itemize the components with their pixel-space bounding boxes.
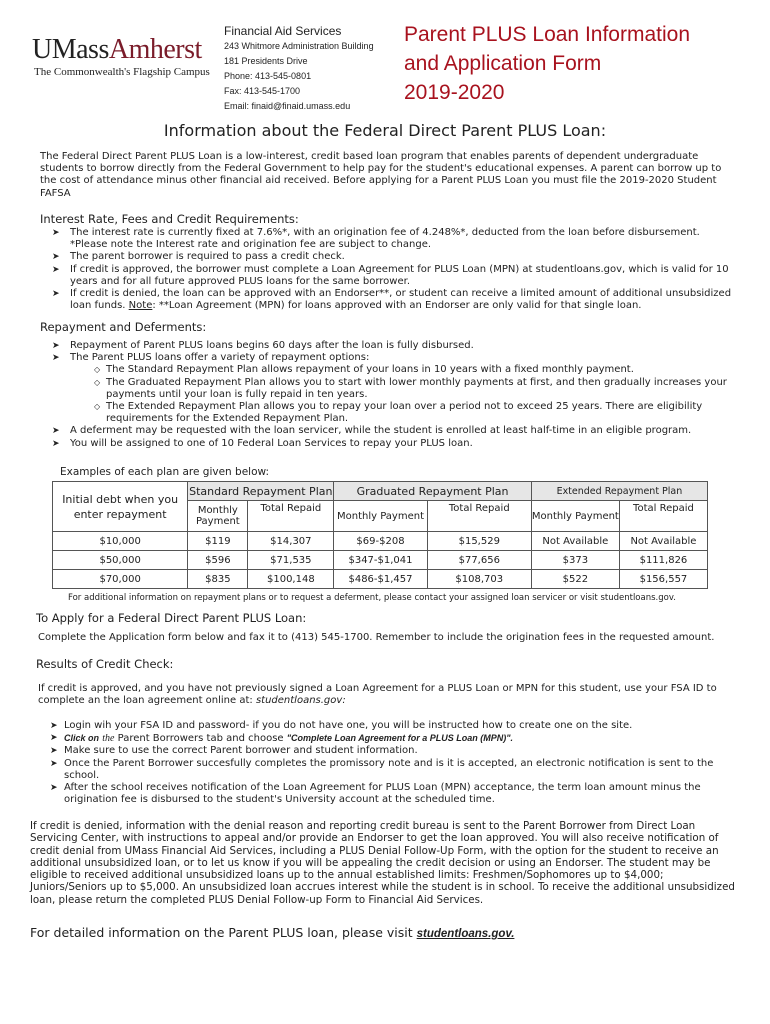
diamond-bullet-icon: ◇ <box>94 365 101 375</box>
arrow-bullet-icon: ➤ <box>50 721 58 731</box>
note-text: : **Loan Agreement (MPN) for loans approved with an Endorser are only valid for that single loan. <box>152 300 642 312</box>
table-cell: $10,000 <box>53 532 188 551</box>
arrow-bullet-icon: ➤ <box>52 426 60 437</box>
list-item-text: Login wih your FSA ID and password- if you do not have one, you will be instructed how to create one on the site. <box>64 720 633 731</box>
sub-list-item <box>40 401 740 425</box>
plan-header-graduated: Graduated Repayment Plan <box>334 482 532 501</box>
arrow-bullet-icon: ➤ <box>52 252 60 263</box>
results-list <box>38 720 738 806</box>
col-total-repaid: Total Repaid <box>619 501 707 532</box>
logo-amherst-text: Amherst <box>108 34 202 65</box>
table-cell: $50,000 <box>53 551 188 570</box>
intro-paragraph: The Federal Direct Parent PLUS Loan is a low-interest, credit based loan program that enables parents of dependent undergraduate students to borrow directly from the Federal Government to help pay for the student's educational expenses. A parent can borrow up to the cost of attendance minus other financial aid received. Before applying for a Parent PLUS Loan you must file the 2019-2020 Student FAFSA <box>40 151 722 199</box>
table-cell: Not Available <box>531 532 619 551</box>
org-name: Financial Aid Services <box>224 24 342 38</box>
arrow-bullet-icon: ➤ <box>52 438 60 449</box>
list-item-text: Once the Parent Borrower succesfully completes the promissory note and is it is accepted, an electronic notification is sent to the school. <box>64 757 714 781</box>
col-total-repaid: Total Repaid <box>248 501 334 532</box>
list-item-text: Repayment of Parent PLUS loans begins 60 days after the loan is fully disbursed. <box>70 340 474 351</box>
sub-list-item-text: The Standard Repayment Plan allows repayment of your loans in 10 years with a fixed monthly payment. <box>106 364 634 376</box>
title-line-2: and Application Form <box>404 52 602 75</box>
list-item <box>40 352 740 364</box>
table-cell: $77,656 <box>427 551 531 570</box>
table-cell: $373 <box>531 551 619 570</box>
list-item <box>38 782 738 806</box>
list-item-text: A deferment may be requested with the loan servicer, while the student is enrolled at least half-time in an eligible program. <box>70 425 692 437</box>
apply-text: Complete the Application form below and fax it to (413) 545-1700. Remember to include the origination fees in the requested amount. <box>38 632 715 643</box>
arrow-bullet-icon: ➤ <box>52 289 60 300</box>
repayment-heading: Repayment and Deferments: <box>40 320 207 334</box>
table-cell: $596 <box>188 551 248 570</box>
results-intro <box>38 683 738 707</box>
arrow-bullet-icon: ➤ <box>52 353 60 364</box>
col-total-repaid: Total Repaid <box>427 501 531 532</box>
title-line-1: Parent PLUS Loan Information <box>404 23 691 46</box>
footer-studentloans-link[interactable]: studentloans.gov. <box>416 928 515 940</box>
list-item-text: The Parent PLUS loans offer a variety of repayment options: <box>70 352 370 364</box>
corner-header: Initial debt when you enter repayment <box>53 482 188 532</box>
list-item <box>38 732 738 745</box>
results-heading: Results of Credit Check: <box>36 657 174 671</box>
logo-tagline: The Commonwealth's Flagship Campus <box>34 66 210 78</box>
table-cell: $486-$1,457 <box>334 570 427 589</box>
table-footnote: For additional information on repayment plans or to request a deferment, please contact your assigned loan servicer or visit studentloans.gov. <box>68 593 676 603</box>
list-item <box>38 758 738 782</box>
logo-umass-text: UMass <box>32 34 109 65</box>
click-on-text: Click on <box>64 733 100 744</box>
diamond-bullet-icon: ◇ <box>94 377 101 387</box>
credit-denied-paragraph: If credit is denied, information with the denial reason and reporting credit bureau is sent to the Parent Borrower from Direct Loan Servicing Center, with instructions to appeal and/or provide an Endorser to get the loan approved. You will also receive notification of credit denial from UMass Financial Aid Services, including a PLUS Denial Follow-Up Form, with the option for the student to receive an additional unsubsidized loan, or to let us know if you will be appealing the credit decision or using an Endorser. The student may be eligible to received additional unsubsidized loans up to the annual established limits: Freshmen/Sophomores up to $4,000; Juniors/Seniors up to $5,000. An unsubsidized loan accrues interest while the student is in school. To receive the additional unsubsidized loan, please return the completed PLUS Denial Follow-up Form to Financial Aid Services. <box>30 820 735 906</box>
the-text: the <box>102 733 115 745</box>
list-item-text: The interest rate is currently fixed at 7.6%*, with an origination fee of 4.248%*, deducted from the loan before disbursement. *Please note the Interest rate and origination fee are subject to change. <box>70 227 700 251</box>
list-item <box>40 438 740 450</box>
plan-header-standard: Standard Repayment Plan <box>188 482 334 501</box>
list-item-text: The parent borrower is required to pass a credit check. <box>70 251 345 263</box>
arrow-bullet-icon: ➤ <box>50 783 58 794</box>
arrow-bullet-icon: ➤ <box>52 228 60 238</box>
table-row <box>53 570 708 589</box>
address-line-1: 243 Whitmore Administration Building <box>224 41 374 51</box>
table-cell: $108,703 <box>427 570 531 589</box>
list-item-text: You will be assigned to one of 10 Federal Loan Services to repay your PLUS loan. <box>70 437 473 449</box>
col-monthly-payment: Monthly Payment <box>531 501 619 532</box>
parent-borrowers-text: Parent Borrowers tab and choose <box>117 733 284 745</box>
main-heading: Information about the Federal Direct Parent PLUS Loan: <box>163 121 607 140</box>
table-cell: $522 <box>531 570 619 589</box>
table-cell: $835 <box>188 570 248 589</box>
list-item <box>40 227 740 251</box>
table-cell: $119 <box>188 532 248 551</box>
table-header-row <box>53 482 708 501</box>
list-item <box>38 720 738 732</box>
arrow-bullet-icon: ➤ <box>50 746 58 757</box>
list-item-text: After the school receives notification of the Loan Agreement for PLUS Loan (MPN) acceptance, the term loan amount minus the origination fee is disbursed to the student's University account at the scheduled time. <box>64 782 701 806</box>
studentloans-link[interactable]: studentloans.gov: <box>255 695 346 707</box>
repayment-examples-table <box>52 481 708 589</box>
form-title <box>404 20 690 107</box>
list-item <box>40 288 740 312</box>
arrow-bullet-icon: ➤ <box>50 758 58 769</box>
diamond-bullet-icon: ◇ <box>94 402 101 412</box>
title-line-3: 2019-2020 <box>404 81 505 104</box>
note-label: Note <box>128 300 153 312</box>
table-row <box>53 532 708 551</box>
table-cell: $69-$208 <box>334 532 427 551</box>
phone: Phone: 413-545-0801 <box>224 71 312 81</box>
umass-amherst-logo <box>32 34 202 66</box>
table-cell: $71,535 <box>248 551 334 570</box>
email: Email: finaid@finaid.umass.edu <box>224 101 351 111</box>
arrow-bullet-icon: ➤ <box>50 733 58 744</box>
sub-list-item-text: The Graduated Repayment Plan allows you to start with lower monthly payments at first, and then gradually increases your payments until your loan is fully repaid in ten years. <box>106 376 727 400</box>
footer-text: For detailed information on the Parent PLUS loan, please visit <box>30 925 413 940</box>
fax: Fax: 413-545-1700 <box>224 86 301 96</box>
table-caption: Examples of each plan are given below: <box>60 466 270 478</box>
interest-heading: Interest Rate, Fees and Credit Requirements: <box>40 212 299 226</box>
interest-list <box>40 227 740 312</box>
table-cell: $100,148 <box>248 570 334 589</box>
list-item <box>40 251 740 263</box>
apply-heading: To Apply for a Federal Direct Parent PLUS Loan: <box>36 611 307 625</box>
plan-header-extended: Extended Repayment Plan <box>531 482 707 501</box>
contact-block <box>224 24 374 114</box>
list-item <box>40 425 740 437</box>
footer-line <box>30 925 514 940</box>
table-cell: $111,826 <box>619 551 707 570</box>
sub-list-item-text: The Extended Repayment Plan allows you to repay your loan over a period not to exceed 25 years. There are eligibility requirements for the Extended Repayment Plan. <box>106 401 703 425</box>
results-intro-text: If credit is approved, and you have not previously signed a Loan Agreement for a PLUS Loan or MPN for this student, use your FSA ID to complete an the loan agreement online at: <box>38 683 717 707</box>
sub-list-item <box>40 364 740 376</box>
list-item-text: Make sure to use the correct Parent borrower and student information. <box>64 745 418 757</box>
arrow-bullet-icon: ➤ <box>52 264 60 275</box>
sub-list-item <box>40 377 740 401</box>
table-cell: Not Available <box>619 532 707 551</box>
complete-loan-agreement-text: "Complete Loan Agreement for a PLUS Loan (MPN)". <box>286 733 513 744</box>
table-cell: $347-$1,041 <box>334 551 427 570</box>
list-item-text: If credit is approved, the borrower must complete a Loan Agreement for PLUS Loan (MPN) at studentloans.gov, which is valid for 10 years and for all future approved PLUS loans for the same borrower. <box>70 263 729 287</box>
table-cell: $14,307 <box>248 532 334 551</box>
repayment-list <box>40 340 740 450</box>
address-line-2: 181 Presidents Drive <box>224 56 308 66</box>
list-item <box>40 340 740 352</box>
arrow-bullet-icon: ➤ <box>52 341 60 351</box>
table-cell: $15,529 <box>427 532 531 551</box>
list-item <box>38 745 738 757</box>
list-item <box>40 264 740 288</box>
table-cell: $156,557 <box>619 570 707 589</box>
col-monthly-payment: Monthly Payment <box>188 501 248 532</box>
col-monthly-payment: Monthly Payment <box>334 501 427 532</box>
list-item-text: If credit is denied, the loan can be approved with an Endorser**, or student can receive a limited amount of additional unsubsidized loan funds. <box>70 288 732 312</box>
table-row <box>53 551 708 570</box>
table-cell: $70,000 <box>53 570 188 589</box>
